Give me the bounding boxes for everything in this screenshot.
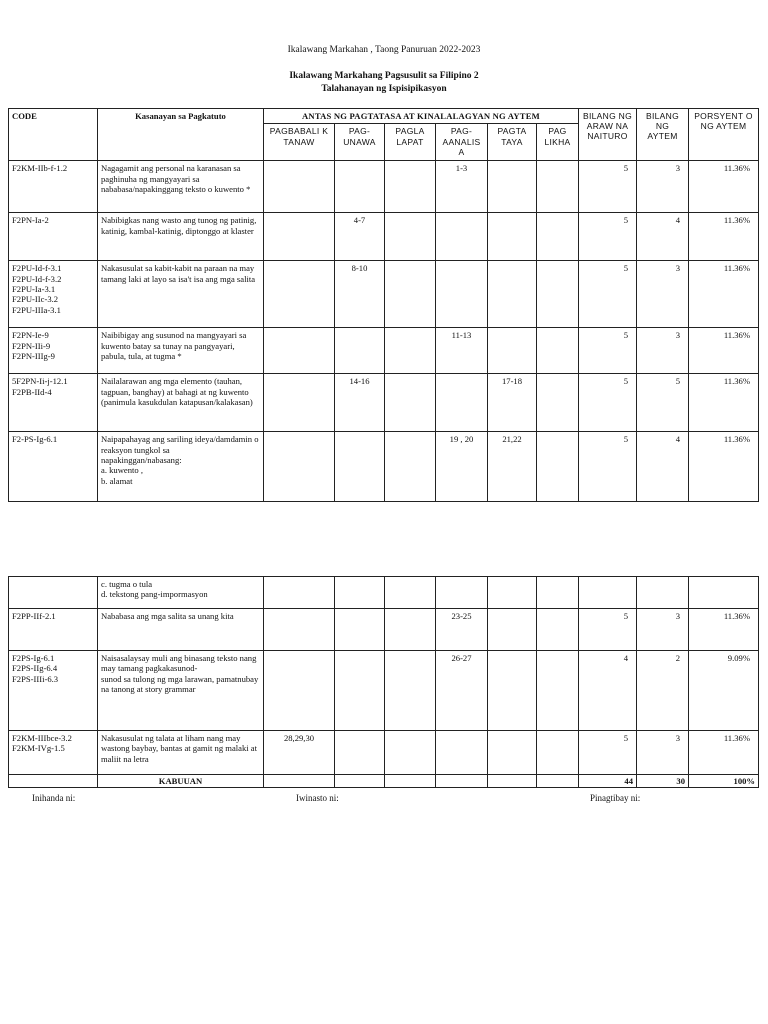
cell-pa: 11-13	[436, 328, 488, 374]
cell-kasanayan: Nakasusulat sa kabit-kabit na paraan na may tamang laki at layo sa isa't isa ang mga salita	[98, 261, 264, 328]
cell-kasanayan: Naisasalaysay muli ang binasang teksto nang may tamang pagkakasunod- sunod sa tulong ng mga larawan, pamatnubay na tanong at story grammar	[98, 651, 264, 731]
cell-pl	[385, 432, 436, 502]
cell-pu	[335, 161, 385, 213]
cell-kasanayan: Nagagamit ang personal na karanasan sa paghinuha ng mangyayari sa nababasa/napakinggang teksto o kuwento *	[98, 161, 264, 213]
cell-pct: 11.36%	[689, 374, 759, 432]
cell-pb	[264, 161, 335, 213]
cell-pct: 11.36%	[689, 261, 759, 328]
cell-pa: 19 , 20	[436, 432, 488, 502]
col-bilang-araw: BILANG NG ARAW NA NAITURO	[579, 109, 637, 161]
cell-code: F2PU-Id-f-3.1 F2PU-Id-f-3.2 F2PU-Ia-3.1 F2PU-IIc-3.2 F2PU-IIIa-3.1	[9, 261, 98, 328]
cell-code: 5F2PN-Ii-j-12.1 F2PB-IId-4	[9, 374, 98, 432]
cell-pct: 11.36%	[689, 609, 759, 651]
cell-pt: 21,22	[488, 432, 537, 502]
table-row	[9, 577, 759, 609]
cell-pt	[488, 609, 537, 651]
cell-pk	[537, 374, 579, 432]
cell-pb	[264, 374, 335, 432]
col-code: CODE	[9, 109, 98, 161]
table-row	[9, 609, 759, 651]
cell-code: F2KM-IIb-f-1.2	[9, 161, 98, 213]
cell-code: F2KM-IIIbce-3.2 F2KM-IVg-1.5	[9, 731, 98, 775]
cell-pct	[689, 577, 759, 609]
cell-pb	[264, 261, 335, 328]
tos-title: Talahanayan ng Ispisipikasyon	[321, 84, 447, 94]
cell-pu	[335, 651, 385, 731]
cell-pb	[264, 609, 335, 651]
col-bilang-aytem: BILANG NG AYTEM	[637, 109, 689, 161]
cell-araw: 5	[579, 609, 637, 651]
cell-code: F2PN-Ie-9 F2PN-IIi-9 F2PN-IIIg-9	[9, 328, 98, 374]
cell-pa: 23-25	[436, 609, 488, 651]
cell-araw: 5	[579, 213, 637, 261]
cell-pct: 11.36%	[689, 432, 759, 502]
cell-pb	[264, 651, 335, 731]
cell-code: F2PP-IIf-2.1	[9, 609, 98, 651]
cell-pl	[385, 213, 436, 261]
cell-pb	[264, 432, 335, 502]
cell-pu: 8-10	[335, 261, 385, 328]
cell-pl	[385, 374, 436, 432]
cell-pu	[335, 577, 385, 609]
quarter-title: Ikalawang Markahan , Taong Panuruan 2022-2023	[287, 45, 481, 55]
cell-kasanayan: Nababasa ang mga salita sa unang kita	[98, 609, 264, 651]
tos-table-page1	[8, 108, 759, 502]
cell-pt	[488, 731, 537, 775]
cell-pct: 9.09%	[689, 651, 759, 731]
table-row	[9, 374, 759, 432]
cell-pct: 11.36%	[689, 731, 759, 775]
col-kasanayan: Kasanayan sa Pagkatuto	[98, 109, 264, 161]
col-paglikha: PAG LIKHA	[537, 124, 579, 161]
cell-pu	[335, 731, 385, 775]
checked-by-label: Iwinasto ni:	[296, 793, 339, 803]
col-porsyento: PORSYENT O NG AYTEM	[689, 109, 759, 161]
cell-aytem: 4	[637, 213, 689, 261]
table-row	[9, 432, 759, 502]
cell-aytem: 3	[637, 609, 689, 651]
col-antas: ANTAS NG PAGTATASA AT KINALALAGYAN NG AYTEM	[264, 109, 579, 124]
tos-table-page2	[8, 576, 759, 788]
approved-by-label: Pinagtibay ni:	[590, 793, 641, 803]
table-row	[9, 213, 759, 261]
cell-pk	[537, 731, 579, 775]
total-araw: 44	[579, 775, 637, 788]
cell-pct: 11.36%	[689, 213, 759, 261]
cell-aytem: 4	[637, 432, 689, 502]
cell-pk	[537, 577, 579, 609]
cell-aytem	[637, 577, 689, 609]
cell-kasanayan: Nakasusulat ng talata at liham nang may wastong baybay, bantas at gamit ng malaki at maliit na letra	[98, 731, 264, 775]
col-paglalapat: PAGLA LAPAT	[385, 124, 436, 161]
cell-pu	[335, 432, 385, 502]
cell-aytem: 5	[637, 374, 689, 432]
cell-pa	[436, 261, 488, 328]
cell-aytem: 3	[637, 328, 689, 374]
cell-pt	[488, 161, 537, 213]
cell-pu: 4-7	[335, 213, 385, 261]
cell-pt	[488, 213, 537, 261]
cell-kasanayan: Nailalarawan ang mga elemento (tauhan, tagpuan, banghay) at bahagi at ng kuwento (panimula kasukdulan katapusan/kalakasan)	[98, 374, 264, 432]
tos-body-page1	[9, 161, 759, 502]
cell-pt	[488, 577, 537, 609]
cell-pt	[488, 328, 537, 374]
cell-pa	[436, 374, 488, 432]
cell-pu	[335, 609, 385, 651]
cell-pl	[385, 609, 436, 651]
cell-araw: 5	[579, 731, 637, 775]
col-pagunawa: PAG- UNAWA	[335, 124, 385, 161]
cell-code	[9, 577, 98, 609]
total-pct: 100%	[689, 775, 759, 788]
cell-code: F2PS-Ig-6.1 F2PS-IIg-6.4 F2PS-IIIi-6.3	[9, 651, 98, 731]
table-row	[9, 651, 759, 731]
cell-pb	[264, 213, 335, 261]
cell-aytem: 3	[637, 261, 689, 328]
cell-pl	[385, 328, 436, 374]
total-code-cell	[9, 775, 98, 788]
cell-pl	[385, 261, 436, 328]
cell-pk	[537, 651, 579, 731]
cell-pt: 17-18	[488, 374, 537, 432]
table-row	[9, 328, 759, 374]
cell-kasanayan: Nabibigkas nang wasto ang tunog ng patinig, katinig, kambal-katinig, diptonggo at klaster	[98, 213, 264, 261]
table-row	[9, 731, 759, 775]
cell-aytem: 3	[637, 161, 689, 213]
cell-pk	[537, 161, 579, 213]
exam-title: Ikalawang Markahang Pagsusulit sa Filipino 2	[289, 71, 479, 81]
table-row	[9, 261, 759, 328]
cell-araw: 5	[579, 432, 637, 502]
cell-araw: 5	[579, 328, 637, 374]
cell-pk	[537, 213, 579, 261]
cell-pl	[385, 161, 436, 213]
cell-kasanayan: Naipapahayag ang sariling ideya/damdamin o reaksyon tungkol sa napakinggan/nabasang: a. kuwento , b. alamat	[98, 432, 264, 502]
cell-pa: 26-27	[436, 651, 488, 731]
cell-aytem: 3	[637, 731, 689, 775]
col-pagaanalisa: PAG- AANALIS A	[436, 124, 488, 161]
cell-pa	[436, 577, 488, 609]
cell-pu: 14-16	[335, 374, 385, 432]
cell-pk	[537, 328, 579, 374]
cell-pb	[264, 328, 335, 374]
tos-body-page2	[9, 577, 759, 775]
cell-pk	[537, 261, 579, 328]
cell-araw	[579, 577, 637, 609]
cell-pl	[385, 731, 436, 775]
cell-kasanayan: Naibibigay ang susunod na mangyayari sa kuwento batay sa tunay na pangyayari, pabula, tula, at tugma *	[98, 328, 264, 374]
cell-pa	[436, 213, 488, 261]
cell-kasanayan: c. tugma o tula d. tekstong pang-impormasyon	[98, 577, 264, 609]
cell-araw: 5	[579, 261, 637, 328]
cell-code: F2PN-Ia-2	[9, 213, 98, 261]
cell-pa	[436, 731, 488, 775]
cell-pt	[488, 651, 537, 731]
cell-araw: 5	[579, 161, 637, 213]
cell-pk	[537, 609, 579, 651]
cell-code: F2-PS-Ig-6.1	[9, 432, 98, 502]
total-label: KABUUAN	[98, 775, 264, 788]
cell-pk	[537, 432, 579, 502]
cell-pb: 28,29,30	[264, 731, 335, 775]
col-pagbabalik: PAGBABALI K TANAW	[264, 124, 335, 161]
total-row	[9, 775, 759, 788]
cell-pb	[264, 577, 335, 609]
col-pagtataya: PAGTA TAYA	[488, 124, 537, 161]
total-aytem: 30	[637, 775, 689, 788]
cell-pct: 11.36%	[689, 328, 759, 374]
cell-aytem: 2	[637, 651, 689, 731]
cell-araw: 4	[579, 651, 637, 731]
cell-araw: 5	[579, 374, 637, 432]
cell-pt	[488, 261, 537, 328]
cell-pa: 1-3	[436, 161, 488, 213]
table-row	[9, 161, 759, 213]
cell-pu	[335, 328, 385, 374]
cell-pl	[385, 577, 436, 609]
cell-pct: 11.36%	[689, 161, 759, 213]
cell-pl	[385, 651, 436, 731]
prepared-by-label: Inihanda ni:	[32, 793, 76, 803]
